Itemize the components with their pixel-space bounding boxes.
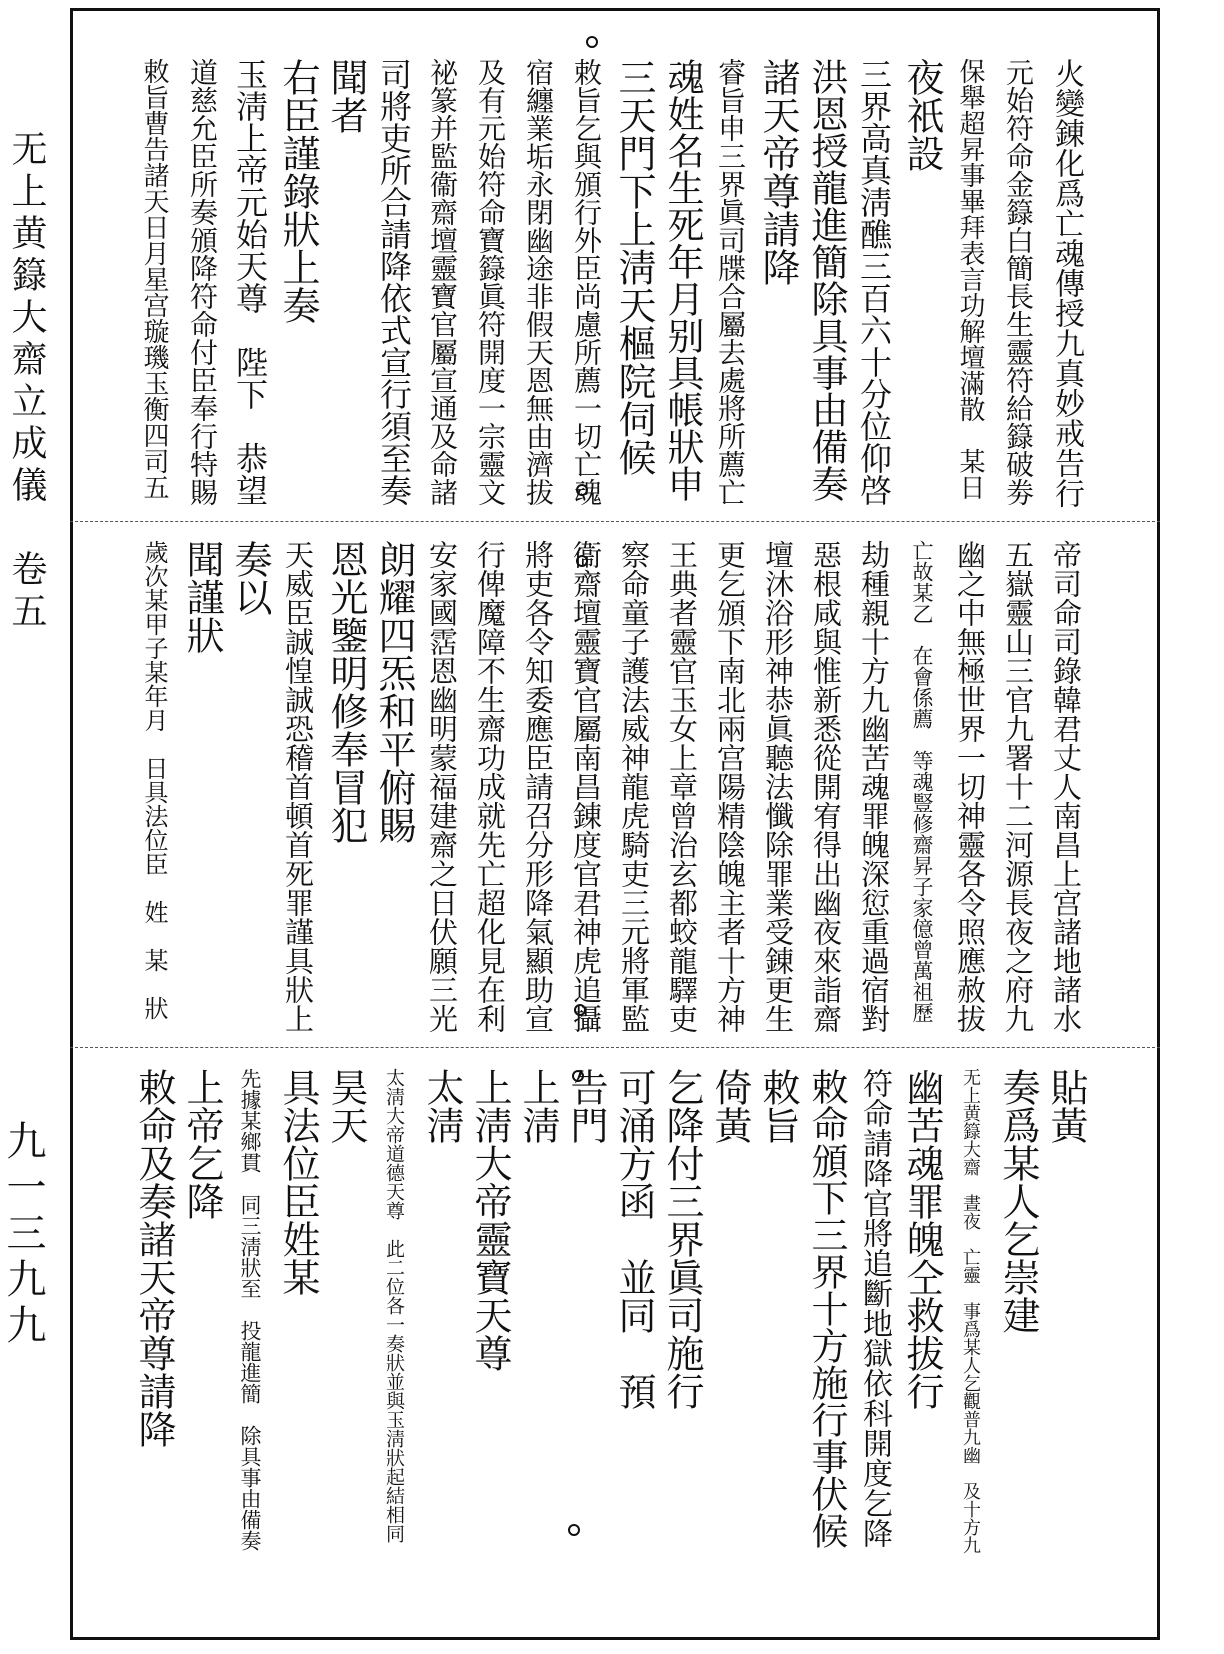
- text-column: 奏爲某人乞崇建: [996, 1068, 1040, 1334]
- text-column: 元始符命金籙白簡長生靈符給籙破劵: [1002, 58, 1035, 506]
- text-column: 祕篆并監衞齋壇靈寶官屬宣通及命諸: [426, 58, 459, 506]
- text-column: 右臣謹錄狀上奏: [276, 58, 320, 324]
- text-column: 及有元始符命寶籙眞符開度一宗靈文: [474, 58, 507, 506]
- punctuation-circle: [574, 1004, 586, 1016]
- text-column: 火變錬化爲亡魂傳授九真妙戒告行: [1049, 58, 1084, 508]
- text-panel-middle: [130, 540, 1090, 1035]
- text-column: 昊天: [324, 1068, 368, 1144]
- punctuation-circle: [568, 1524, 580, 1536]
- text-column: 幽苦魂罪魄仝救拔行: [900, 1068, 944, 1410]
- text-column: 符命請降官將追斷地獄依科開度乞降: [857, 1068, 892, 1548]
- text-column: 五嶽靈山三官九署十二河源長夜之府九: [1001, 540, 1035, 1033]
- text-column: 倚黃: [708, 1068, 752, 1144]
- section-divider: [70, 1047, 1160, 1048]
- text-column: 奏以: [228, 540, 272, 616]
- text-column: 具法位臣姓某: [276, 1068, 320, 1296]
- text-column: 上淸大帝靈寶天尊: [468, 1068, 512, 1372]
- text-column: 更乞頒下南北兩宫陽精陰魄主者十方神: [713, 540, 747, 1033]
- text-column: 夜祇設: [900, 58, 944, 172]
- text-column: 无上黄籙大齋 晝夜 亡靈 事爲某人乞觀普九幽 及十方九: [960, 1068, 981, 1554]
- text-column: 道慈允臣所奏頒降符命付臣奉行特賜: [186, 58, 219, 506]
- text-column: 睿旨申三界眞司牒合屬去處將所薦亡: [714, 58, 747, 506]
- text-column: 洪恩授龍進簡除具事由備奏: [805, 58, 848, 502]
- text-column: 亡故某乙 在會係薦 等魂豎修齋昇子家億曾萬祖歷: [910, 540, 934, 1023]
- text-column: 聞謹狀: [180, 540, 224, 654]
- text-column: 魂姓名生死年月别具帳狀申: [661, 58, 704, 502]
- text-column: 幽之中無極世界一切神靈各令照應赦拔: [953, 540, 987, 1033]
- text-column: 敕命及奏諸天帝尊請降: [132, 1068, 176, 1448]
- text-column: 三界高真淸醮三百六十分位仰啓: [855, 58, 893, 506]
- text-column: 諸天帝尊請降: [756, 58, 800, 286]
- text-column: 衞齋壇靈寶官屬南昌錬度官君神虎追攝: [569, 540, 603, 1033]
- text-column: 劫種親十方九幽苦魂罪魄深愆重過宿對: [857, 540, 891, 1033]
- text-column: 保舉超昇事畢拜表言功解壇滿散 某日: [955, 58, 985, 500]
- section-divider: [70, 521, 1160, 522]
- text-column: 先據某鄉貫 同三淸狀至 投龍進簡 除具事由備奏: [238, 1068, 262, 1551]
- punctuation-circle: [576, 555, 588, 567]
- text-column: 壇沐浴形神恭眞聽法懺除罪業受錬更生: [761, 540, 795, 1033]
- text-column: 三天門下上淸天樞院伺候: [612, 58, 656, 476]
- text-column: 太淸: [420, 1068, 464, 1144]
- text-column: 恩光鑒明修奉冒犯: [324, 540, 368, 844]
- text-column: 帝司命司錄韓君丈人南昌上宫諸地諸水: [1049, 540, 1083, 1033]
- text-column: 將吏各令知委應臣請召分形降氣顯助宣: [521, 540, 555, 1033]
- text-column: 玉淸上帝元始天尊 陛下 恭望: [231, 58, 269, 506]
- text-column: 王典者靈官玉女上章曾治玄都蛟龍驛吏: [665, 540, 699, 1033]
- text-column: 可涌方函 並同 預: [612, 1068, 656, 1410]
- text-column: 朗耀四炁和平俯賜: [372, 540, 416, 844]
- text-column: 歲次某甲子某年月 日具法位臣 姓 某 狀: [140, 540, 168, 1020]
- page-number: 九一三九九: [0, 1120, 46, 1350]
- text-column: 司將吏所合請降依式宣行須至奏: [375, 58, 413, 506]
- text-column: 察命童子護法威神龍虎騎吏三元將軍監: [617, 540, 651, 1033]
- text-column: 敕命頒下三界十方施行事伏候: [805, 1068, 848, 1549]
- margin-title: 无上黄籙大齋立成儀 卷五: [6, 130, 47, 634]
- text-column: 聞者: [324, 58, 368, 134]
- text-column: 天威臣誠惶誠恐稽首頓首死罪謹具狀上: [281, 540, 315, 1033]
- punctuation-circle: [576, 484, 588, 496]
- text-column: 宿纏業垢永閉幽途非假天恩無由濟拔: [522, 58, 555, 506]
- text-column: 上帝乞降: [180, 1068, 224, 1220]
- text-column: 安家國霑恩幽明蒙福建齋之日伏願三光: [425, 540, 459, 1033]
- text-panel-top: [130, 58, 1090, 508]
- punctuation-circle: [572, 1070, 584, 1082]
- text-column: 上淸: [516, 1068, 560, 1144]
- punctuation-circle: [586, 36, 598, 48]
- text-column: 乞降付三界眞司施行: [660, 1068, 704, 1410]
- text-column: 敕旨乞與頒行外臣尚慮所薦一切亡魂: [570, 58, 603, 506]
- text-column: 惡根咸與惟新悉從開宥得出幽夜來詣齋: [809, 540, 843, 1033]
- text-column: 告門: [564, 1068, 608, 1144]
- text-column: 行俾魔障不生齋功成就先亡超化見在利: [473, 540, 507, 1033]
- text-column: 敕旨: [756, 1068, 800, 1144]
- text-column: 敕旨曹告諸天日月星宫璇璣玉衡四司五: [139, 58, 169, 500]
- text-column: 貼黃: [1044, 1068, 1088, 1144]
- text-panel-bottom: [130, 1068, 1090, 1558]
- text-column: 太淸大帝道德天尊 此二位各一奏狀並與玉淸狀起結相同: [383, 1068, 405, 1543]
